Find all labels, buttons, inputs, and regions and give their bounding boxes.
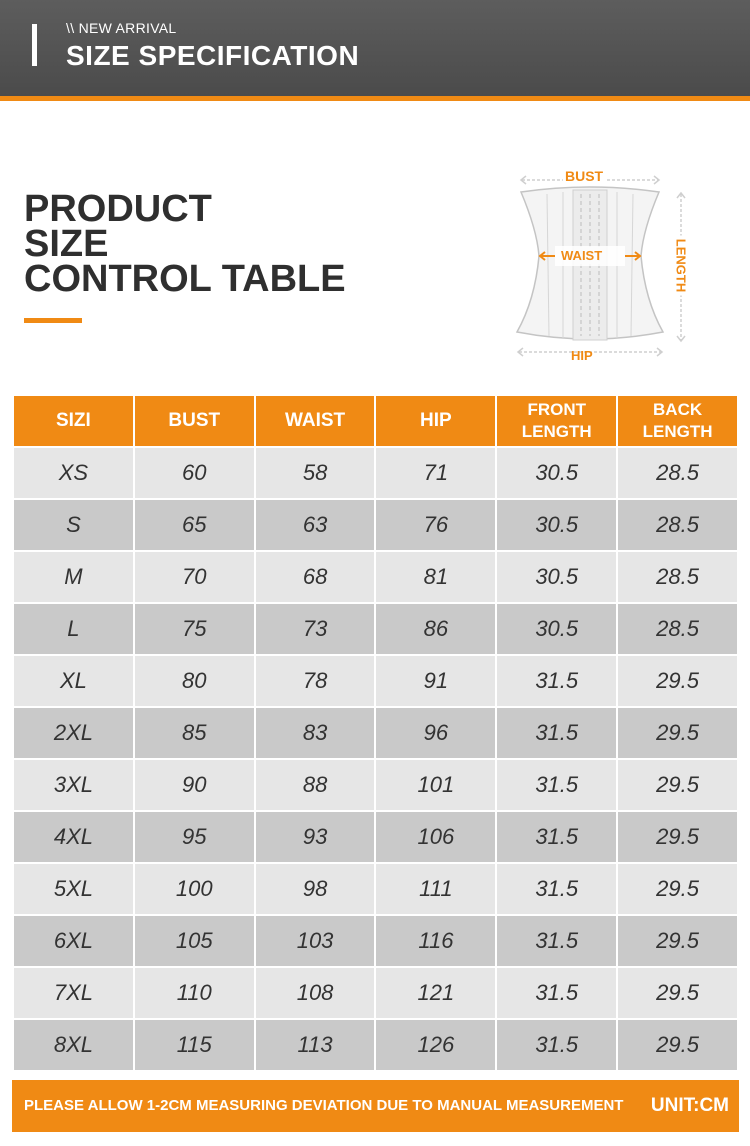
cell-back-length: 29.5 — [618, 812, 737, 862]
cell-size: XL — [14, 656, 133, 706]
cell-hip: 71 — [376, 448, 495, 498]
cell-front-length: 30.5 — [497, 604, 616, 654]
cell-back-length: 29.5 — [618, 1020, 737, 1070]
cell-bust: 70 — [135, 552, 254, 602]
cell-bust: 85 — [135, 708, 254, 758]
cell-back-length: 29.5 — [618, 968, 737, 1018]
cell-bust: 95 — [135, 812, 254, 862]
cell-hip: 121 — [376, 968, 495, 1018]
cell-hip: 86 — [376, 604, 495, 654]
cell-size: 5XL — [14, 864, 133, 914]
cell-bust: 90 — [135, 760, 254, 810]
cell-waist: 113 — [256, 1020, 375, 1070]
col-header-waist: WAIST — [256, 396, 375, 446]
cell-hip: 111 — [376, 864, 495, 914]
cell-back-length: 28.5 — [618, 448, 737, 498]
cell-size: M — [14, 552, 133, 602]
cell-front-length: 31.5 — [497, 656, 616, 706]
cell-size: L — [14, 604, 133, 654]
measurement-note: PLEASE ALLOW 1-2CM MEASURING DEVIATION DUE TO MANUAL MEASUREMENT — [24, 1097, 624, 1114]
cell-bust: 115 — [135, 1020, 254, 1070]
cell-size: S — [14, 500, 133, 550]
size-table-body — [14, 448, 737, 1070]
cell-back-length: 29.5 — [618, 864, 737, 914]
table-row — [14, 760, 737, 810]
cell-waist: 63 — [256, 500, 375, 550]
cell-front-length: 31.5 — [497, 916, 616, 966]
diagram-waist-label: WAIST — [561, 248, 603, 263]
cell-front-length: 31.5 — [497, 1020, 616, 1070]
cell-front-length: 30.5 — [497, 500, 616, 550]
cell-back-length: 28.5 — [618, 552, 737, 602]
col-header-bust: BUST — [135, 396, 254, 446]
footer-bar — [12, 1080, 739, 1132]
cell-waist: 88 — [256, 760, 375, 810]
table-row — [14, 656, 737, 706]
cell-front-length: 31.5 — [497, 708, 616, 758]
cell-front-length: 31.5 — [497, 864, 616, 914]
cell-waist: 93 — [256, 812, 375, 862]
cell-bust: 60 — [135, 448, 254, 498]
cell-bust: 110 — [135, 968, 254, 1018]
col-header-hip: HIP — [376, 396, 495, 446]
cell-bust: 65 — [135, 500, 254, 550]
header-accent-line — [0, 96, 750, 101]
cell-back-length: 29.5 — [618, 708, 737, 758]
cell-bust: 75 — [135, 604, 254, 654]
cell-bust: 80 — [135, 656, 254, 706]
table-row — [14, 864, 737, 914]
table-row — [14, 500, 737, 550]
cell-back-length: 28.5 — [618, 604, 737, 654]
cell-hip: 91 — [376, 656, 495, 706]
table-row — [14, 604, 737, 654]
cell-waist: 103 — [256, 916, 375, 966]
cell-front-length: 30.5 — [497, 448, 616, 498]
table-row — [14, 552, 737, 602]
cell-waist: 73 — [256, 604, 375, 654]
cell-bust: 105 — [135, 916, 254, 966]
cell-front-length: 31.5 — [497, 812, 616, 862]
product-title-line-1: PRODUCT — [24, 188, 212, 230]
cell-hip: 81 — [376, 552, 495, 602]
title-underline — [24, 318, 82, 323]
cell-front-length: 30.5 — [497, 552, 616, 602]
header-subtitle: \\ NEW ARRIVAL — [66, 20, 177, 36]
cell-hip: 76 — [376, 500, 495, 550]
diagram-length-label: LENGTH — [674, 236, 689, 296]
diagram-bust-label: BUST — [565, 168, 604, 184]
cell-front-length: 31.5 — [497, 968, 616, 1018]
cell-waist: 108 — [256, 968, 375, 1018]
cell-bust: 100 — [135, 864, 254, 914]
header-vertical-bar — [32, 24, 37, 66]
col-header-size: SIZI — [14, 396, 133, 446]
cell-size: XS — [14, 448, 133, 498]
product-title-line-3: CONTROL TABLE — [24, 258, 346, 300]
cell-waist: 98 — [256, 864, 375, 914]
cell-size: 4XL — [14, 812, 133, 862]
cell-back-length: 29.5 — [618, 656, 737, 706]
cell-waist: 78 — [256, 656, 375, 706]
cell-hip: 106 — [376, 812, 495, 862]
table-row — [14, 916, 737, 966]
table-row — [14, 1020, 737, 1070]
cell-back-length: 29.5 — [618, 760, 737, 810]
product-title-line-2: SIZE — [24, 223, 109, 265]
cell-hip: 101 — [376, 760, 495, 810]
size-table-header — [14, 396, 737, 446]
table-row — [14, 812, 737, 862]
corset-diagram — [505, 160, 705, 370]
cell-size: 2XL — [14, 708, 133, 758]
col-header-front-length: FRONT LENGTH — [497, 396, 616, 446]
cell-back-length: 29.5 — [618, 916, 737, 966]
diagram-hip-label: HIP — [571, 348, 593, 363]
product-title — [24, 188, 346, 300]
cell-waist: 58 — [256, 448, 375, 498]
cell-size: 3XL — [14, 760, 133, 810]
cell-hip: 96 — [376, 708, 495, 758]
col-header-back-length: BACK LENGTH — [618, 396, 737, 446]
cell-hip: 116 — [376, 916, 495, 966]
table-row — [14, 968, 737, 1018]
cell-waist: 83 — [256, 708, 375, 758]
header-title: SIZE SPECIFICATION — [66, 40, 360, 71]
size-table — [12, 394, 739, 1072]
table-row — [14, 708, 737, 758]
cell-size: 8XL — [14, 1020, 133, 1070]
cell-hip: 126 — [376, 1020, 495, 1070]
cell-back-length: 28.5 — [618, 500, 737, 550]
table-row — [14, 448, 737, 498]
cell-waist: 68 — [256, 552, 375, 602]
cell-size: 6XL — [14, 916, 133, 966]
cell-front-length: 31.5 — [497, 760, 616, 810]
cell-size: 7XL — [14, 968, 133, 1018]
unit-label: UNIT:CM — [650, 1095, 729, 1116]
